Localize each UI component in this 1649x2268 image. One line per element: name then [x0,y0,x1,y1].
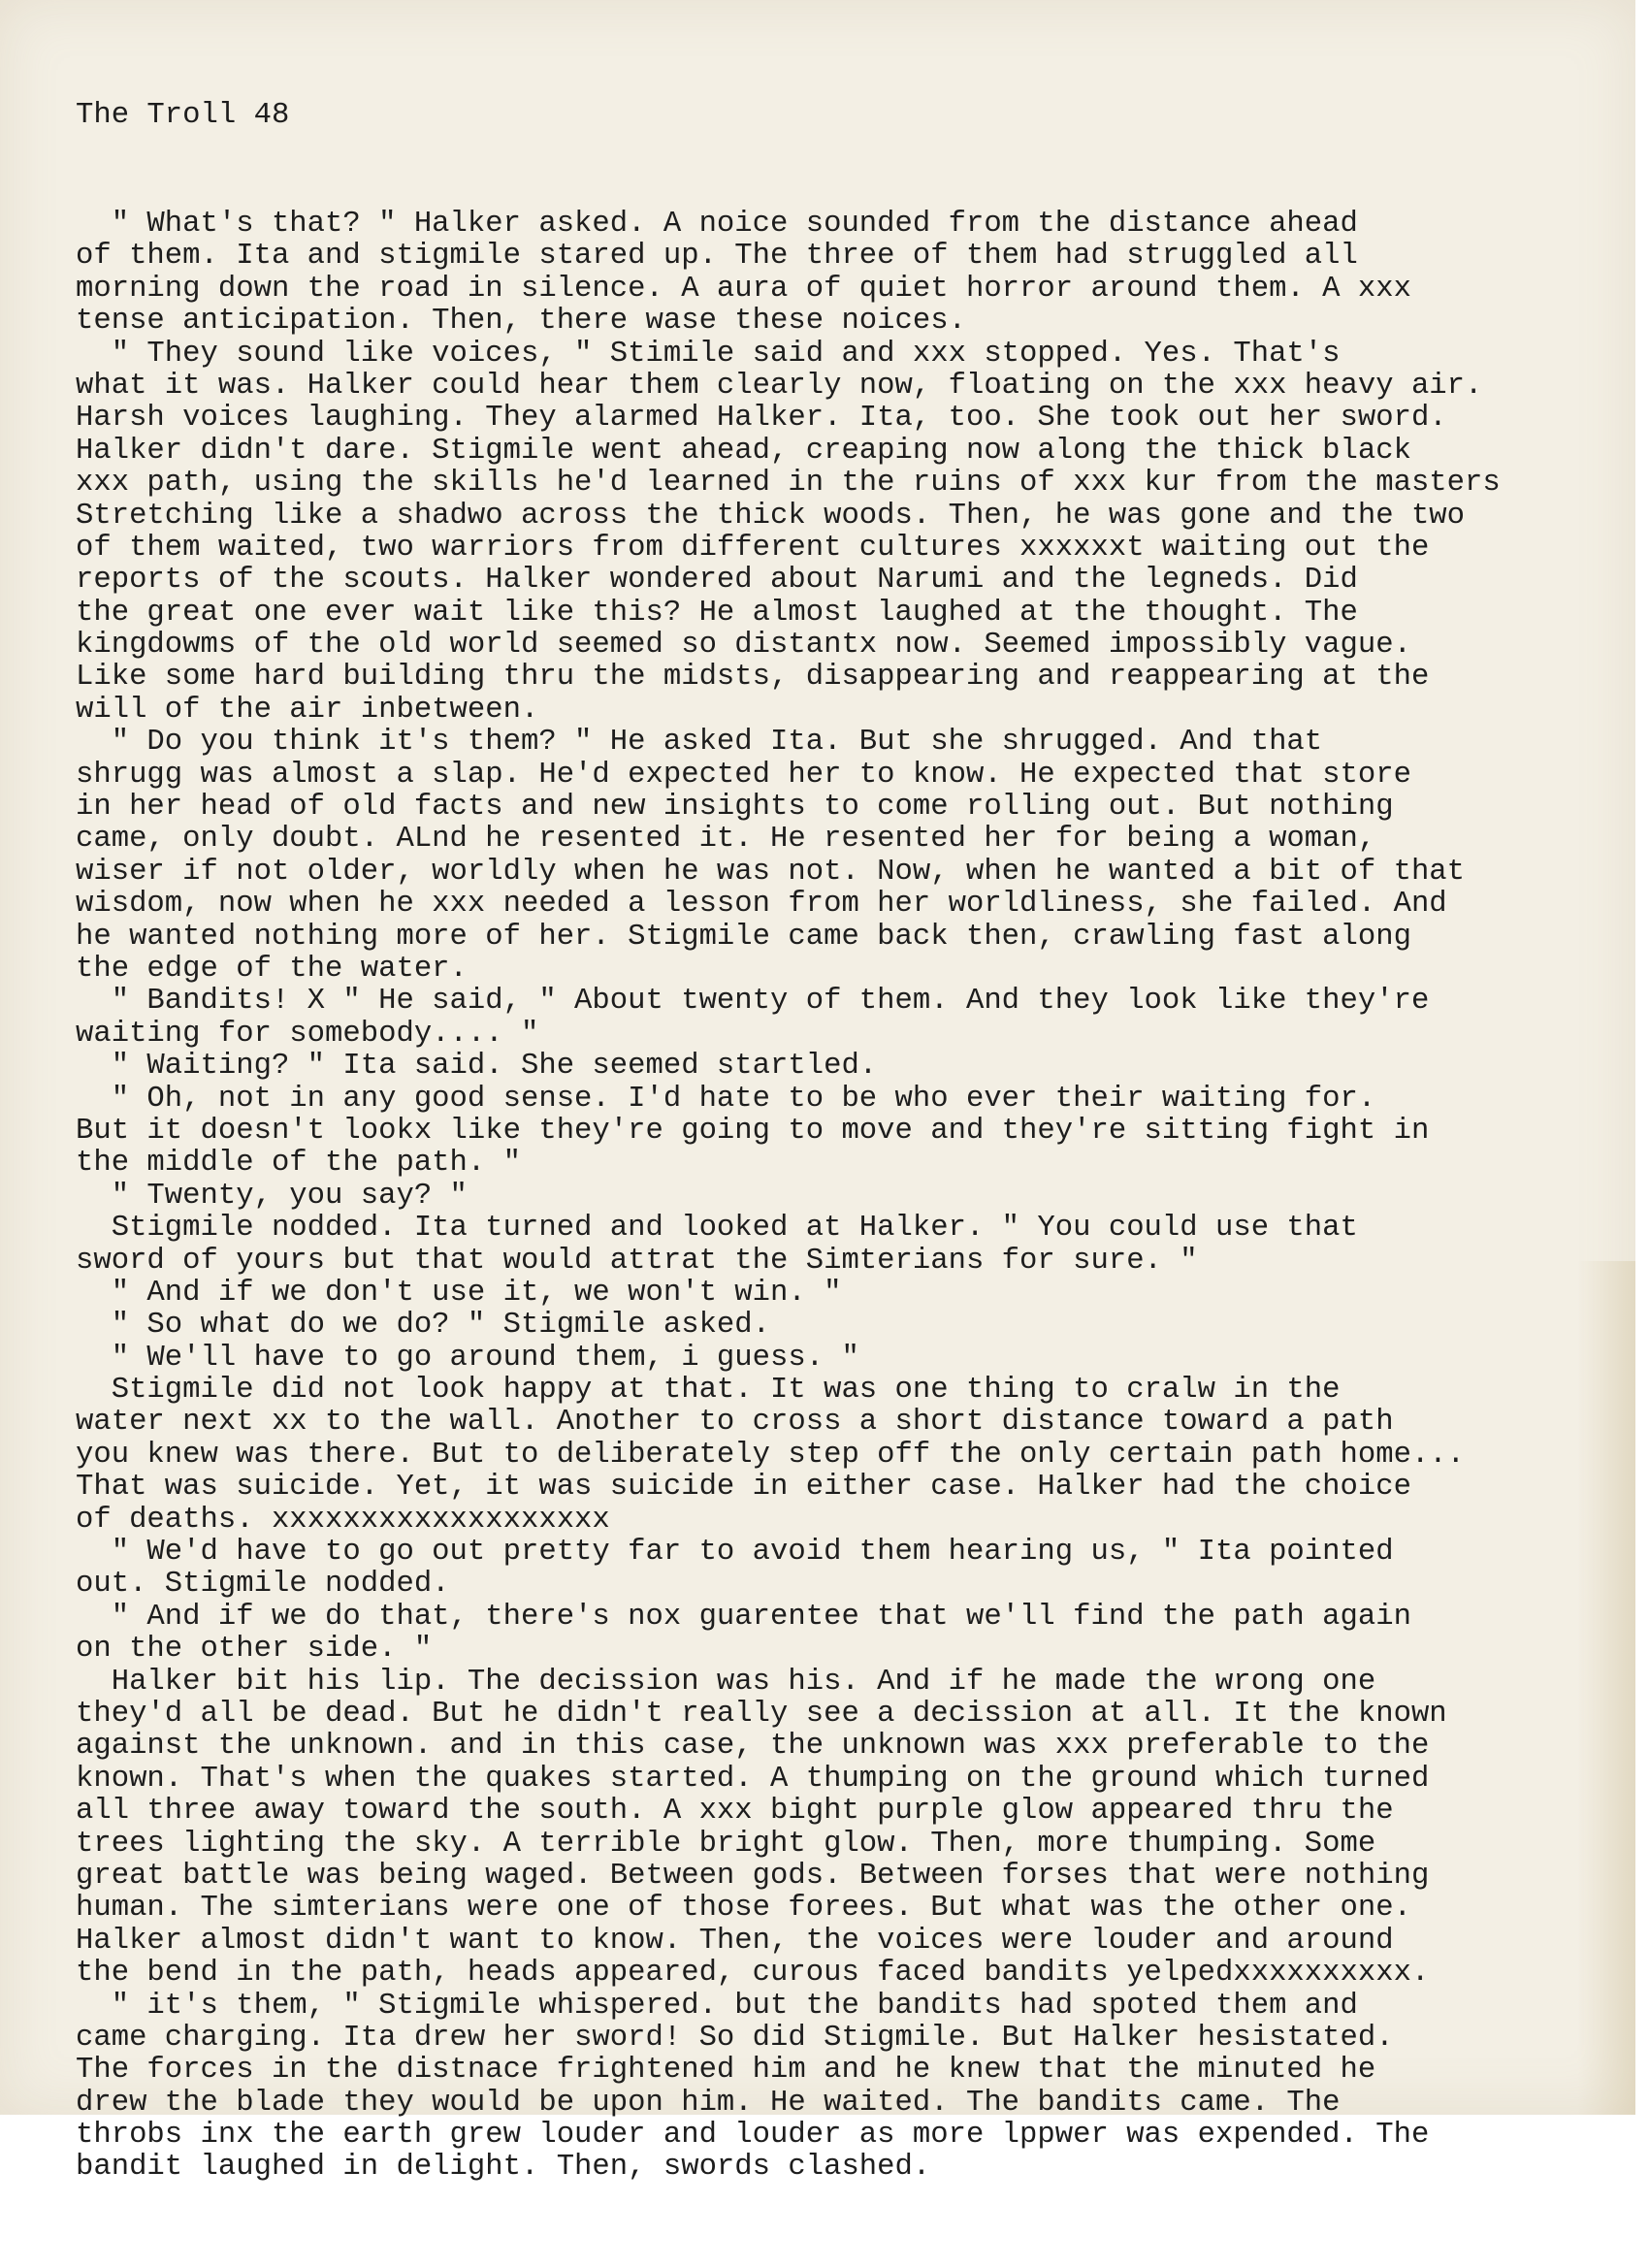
text-line: out. Stigmile nodded. [76,1568,450,1602]
text-line: " We'd have to go out pretty far to avoid them hearing us, " Ita pointed [76,1536,1394,1570]
text-line: " They sound like voices, " Stimile said and xxx stopped. Yes. That's [76,337,1341,371]
text-line: Like some hard building thru the midsts, disappearing and reappearing at the [76,661,1430,695]
text-line: " So what do we do? " Stigmile asked. [76,1309,771,1343]
text-line: " Bandits! X " He said, " About twenty of them. And they look like they're [76,985,1430,1019]
text-line: the middle of the path. " [76,1147,521,1181]
text-line: the bend in the path, heads appeared, curous faced bandits yelpedxxxxxxxxxx. [76,1957,1430,1991]
text-line: reports of the scouts. Halker wondered about Narumi and the legneds. Did [76,564,1358,598]
text-line: of them waited, two warriors from different cultures xxxxxxt waiting out the [76,531,1430,565]
text-line: against the unknown. and in this case, the unknown was xxx preferable to the [76,1730,1430,1764]
text-line: came charging. Ita drew her sword! So did Stigmile. But Halker hesistated. [76,2021,1394,2055]
text-line: Stigmile did not look happy at that. It was one thing to cralw in the [76,1374,1341,1408]
text-line: came, only doubt. ALnd he resented it. He resented her for being a woman, [76,823,1376,857]
text-line: Stigmile nodded. Ita turned and looked at Halker. " You could use that [76,1212,1358,1246]
text-line: shrugg was almost a slap. He'd expected her to know. He expected that store [76,758,1411,792]
text-line: all three away toward the south. A xxx bight purple glow appeared thru the [76,1795,1394,1829]
text-line: Halker almost didn't want to know. Then, the voices were louder and around [76,1924,1394,1958]
page-header: The Troll 48 [76,98,290,132]
text-line: wisdom, now when he xxx needed a lesson from her worldliness, she failed. And [76,888,1447,922]
text-line: " And if we don't use it, we won't win. " [76,1276,842,1310]
text-line: sword of yours but that would attrat the Simterians for sure. " [76,1244,1198,1278]
text-line: morning down the road in silence. A aura of quiet horror around them. A xxx [76,272,1411,306]
page-body [76,35,1628,2250]
text-line: trees lighting the sky. A terrible bright glow. Then, more thumping. Some [76,1827,1376,1861]
story-text [76,209,1628,2185]
text-line: kingdowms of the old world seemed so distantx now. Seemed impossibly vague. [76,629,1411,663]
text-line: " Waiting? " Ita said. She seemed startled. [76,1050,878,1084]
text-line: water next xx to the wall. Another to cross a short distance toward a path [76,1406,1394,1440]
text-line: the edge of the water. [76,953,468,986]
text-line: drew the blade they would be upon him. He waited. The bandits came. The [76,2086,1341,2120]
text-line: they'd all be dead. But he didn't really see a decission at all. It the known [76,1697,1447,1731]
text-line: you knew was there. But to deliberately step off the only certain path home... [76,1438,1466,1472]
text-line: Halker didn't dare. Stigmile went ahead, creaping now along the thick black [76,434,1411,468]
text-line: of deaths. xxxxxxxxxxxxxxxxxxx [76,1503,610,1537]
text-line: he wanted nothing more of her. Stigmile came back then, crawling fast along [76,920,1411,954]
text-line: known. That's when the quakes started. A thumping on the ground which turned [76,1762,1430,1796]
text-line: human. The simterians were one of those forees. But what was the other one. [76,1892,1411,1926]
text-line: waiting for somebody.... " [76,1017,539,1051]
text-line: " Do you think it's them? " He asked Ita. But she shrugged. And that [76,726,1323,760]
text-line: " We'll have to go around them, i guess. " [76,1341,859,1375]
text-line: on the other side. " [76,1633,433,1667]
text-line: will of the air inbetween. [76,693,539,727]
text-line: Halker bit his lip. The decission was his. And if he made the wrong one [76,1665,1376,1699]
text-line: in her head of old facts and new insights to come rolling out. But nothing [76,791,1394,825]
text-line: throbs inx the earth grew louder and louder as more lppwer was expended. The [76,2119,1430,2153]
text-line: The forces in the distnace frightened him and he knew that the minuted he [76,2054,1376,2088]
text-line: That was suicide. Yet, it was suicide in either case. Halker had the choice [76,1471,1411,1505]
text-line: the great one ever wait like this? He almost laughed at the thought. The [76,596,1358,630]
text-line: " And if we do that, there's nox guarentee that we'll find the path again [76,1600,1411,1634]
text-line: Stretching like a shadwo across the thick woods. Then, he was gone and the two [76,499,1466,533]
text-line: " it's them, " Stigmile whispered. but the bandits had spoted them and [76,1989,1358,2023]
text-line: bandit laughed in delight. Then, swords clashed. [76,2151,931,2185]
text-line: " Oh, not in any good sense. I'd hate to be who ever their waiting for. [76,1082,1376,1116]
text-line: But it doesn't lookx like they're going to move and they're sitting fight in [76,1114,1430,1148]
text-line: " Twenty, you say? " [76,1179,468,1213]
text-line: tense anticipation. Then, there wase these noices. [76,305,966,339]
text-line: Harsh voices laughing. They alarmed Halker. Ita, too. She took out her sword. [76,402,1447,436]
text-line: great battle was being waged. Between gods. Between forses that were nothing [76,1859,1430,1893]
text-line: xxx path, using the skills he'd learned in the ruins of xxx kur from the masters [76,467,1501,501]
text-line: " What's that? " Halker asked. A noice sounded from the distance ahead [76,208,1358,242]
text-line: of them. Ita and stigmile stared up. The three of them had struggled all [76,240,1358,274]
text-line: what it was. Halker could hear them clearly now, floating on the xxx heavy air. [76,369,1483,403]
text-line: wiser if not older, worldly when he was not. Now, when he wanted a bit of that [76,855,1466,889]
